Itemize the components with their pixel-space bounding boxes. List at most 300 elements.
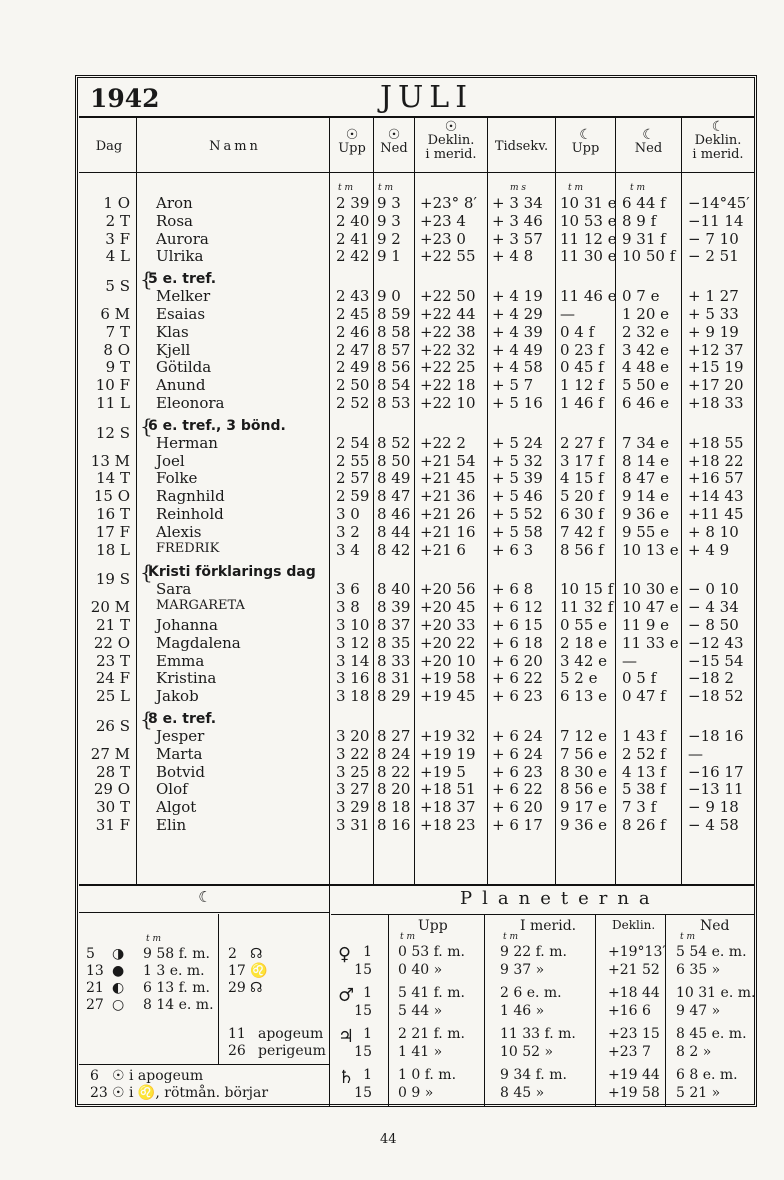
- sun-up-cell: 3 25: [336, 762, 370, 781]
- sun-up-cell: 3 4: [336, 540, 360, 559]
- moon-set-cell: 9 14 e: [622, 487, 670, 506]
- moon-rise-cell: 8 56 f: [560, 540, 604, 559]
- moon-set-cell: 8 9 f: [622, 211, 657, 230]
- col-header-dag: Dag: [95, 139, 123, 154]
- col-sep: [484, 914, 485, 1106]
- divider: [79, 172, 755, 173]
- equation-of-time-cell: + 6 17: [492, 816, 543, 834]
- moon-declination-cell: +15 19: [688, 358, 744, 377]
- sun-event-day: 23: [90, 1085, 108, 1101]
- sun-set-cell: 8 53: [377, 394, 411, 412]
- moon-rise-cell: 11 30 e: [560, 247, 617, 266]
- sun-up-cell: 2 52: [336, 394, 370, 412]
- sun-declination-cell: +23 4: [420, 211, 466, 230]
- moon-set-cell: 2 32 e: [622, 322, 670, 341]
- planet-day: 1: [363, 944, 372, 960]
- sun-set-cell: 8 27: [377, 727, 411, 745]
- sun-declination-cell: +22 38: [420, 322, 476, 341]
- col-header-moon-ned: ☾ Ned: [634, 127, 663, 156]
- day-cell: 9 T: [105, 358, 130, 377]
- moon-rise-cell: 7 42 f: [560, 522, 604, 541]
- equation-of-time-cell: + 4 58: [492, 358, 543, 377]
- sun-declination-cell: +21 6: [420, 540, 466, 559]
- moon-declination-cell: −18 16: [688, 727, 744, 745]
- name-cell: Götilda: [156, 358, 212, 377]
- brace-mark: {: [140, 560, 153, 585]
- divider: [331, 914, 755, 915]
- sun-set-cell: 8 16: [377, 816, 411, 834]
- col-header-moon-decl: ☾ Deklin. i merid.: [692, 119, 744, 162]
- col-sep: [487, 118, 488, 884]
- planet-day: 1: [363, 1067, 372, 1083]
- sun-declination-cell: +20 45: [420, 598, 476, 617]
- sun-declination-cell: +22 50: [420, 287, 476, 306]
- sunday-label: Kristi förklarings dag: [148, 564, 316, 581]
- planet-set: 6 35 »: [676, 961, 721, 978]
- sun-set-cell: 8 39: [377, 598, 411, 617]
- moon-declination-cell: − 8 50: [688, 616, 739, 634]
- sun-declination-cell: +18 23: [420, 816, 476, 834]
- sun-set-cell: 8 29: [377, 687, 411, 706]
- node-icon: ☊: [250, 946, 263, 962]
- moon-declination-cell: −11 14: [688, 211, 744, 230]
- equation-of-time-cell: + 6 23: [492, 762, 543, 781]
- sun-set-cell: 8 22: [377, 762, 411, 781]
- planet-icon: ♀: [338, 944, 352, 965]
- phase-icon: ●: [112, 963, 125, 979]
- moon-set-cell: 10 50 f: [622, 247, 676, 266]
- planet-day: 1: [363, 1026, 372, 1042]
- moon-declination-cell: +11 45: [688, 505, 744, 523]
- col-sep: [136, 118, 137, 884]
- moon-declination-cell: + 4 9: [688, 540, 730, 559]
- moon-declination-cell: −13 11: [688, 780, 744, 799]
- moon-rise-cell: 4 15 f: [560, 469, 604, 488]
- day-cell: 11 L: [96, 394, 130, 412]
- sun-event-text: ☉ i ♌, rötmån. börjar: [112, 1085, 269, 1101]
- name-cell: MARGARETA: [156, 598, 245, 614]
- moon-set-cell: 5 38 f: [622, 780, 666, 799]
- sun-set-cell: 8 40: [377, 580, 411, 599]
- equation-of-time-cell: + 3 46: [492, 211, 543, 230]
- planet-day: 15: [354, 1002, 372, 1019]
- day-cell: 23 T: [96, 651, 130, 670]
- name-cell: Sara: [156, 580, 192, 599]
- phase-time: 1 3 e. m.: [143, 963, 205, 979]
- name-cell: Emma: [156, 651, 205, 670]
- day-cell: 28 T: [96, 762, 130, 781]
- moon-set-cell: 0 5 f: [622, 669, 657, 688]
- phase-day: 21: [86, 980, 104, 996]
- name-cell: Kristina: [156, 669, 217, 688]
- name-cell: Johanna: [156, 616, 218, 634]
- name-cell: Esaias: [156, 305, 206, 323]
- node-day: 2: [228, 946, 237, 962]
- planet-meridian: 8 45 »: [500, 1084, 545, 1101]
- apsis-day: 26: [228, 1043, 246, 1059]
- name-cell: Jesper: [156, 727, 205, 745]
- equation-of-time-cell: + 6 12: [492, 598, 543, 617]
- sun-up-cell: 2 50: [336, 376, 370, 395]
- phase-day: 13: [86, 963, 104, 979]
- planet-icon: ♄: [338, 1067, 355, 1088]
- planet-rise: 2 21 f. m.: [398, 1026, 465, 1042]
- sun-declination-cell: +18 37: [420, 798, 476, 817]
- apsis-label: perigeum: [258, 1043, 326, 1059]
- sun-up-cell: 2 41: [336, 229, 370, 248]
- day-cell: 1 O: [103, 194, 130, 212]
- day-cell: 7 T: [105, 322, 130, 341]
- unit-label: t m: [568, 183, 584, 193]
- moon-rise-cell: 3 17 f: [560, 451, 604, 470]
- sun-set-cell: 8 33: [377, 651, 411, 670]
- equation-of-time-cell: + 4 29: [492, 305, 543, 323]
- moon-declination-cell: +12 37: [688, 340, 744, 359]
- col-sep: [414, 118, 415, 884]
- sun-up-cell: 3 20: [336, 727, 370, 745]
- sun-declination-cell: +22 2: [420, 433, 466, 452]
- moon-set-cell: 8 47 e: [622, 469, 670, 488]
- sun-set-cell: 8 49: [377, 469, 411, 488]
- sun-set-cell: 8 58: [377, 322, 411, 341]
- equation-of-time-cell: + 4 49: [492, 340, 543, 359]
- equation-of-time-cell: + 3 34: [492, 194, 543, 212]
- moon-rise-cell: 5 2 e: [560, 669, 598, 688]
- name-cell: Rosa: [156, 211, 193, 230]
- col-sep: [373, 118, 374, 884]
- moon-rise-cell: 6 13 e: [560, 687, 608, 706]
- day-cell: 31 F: [95, 816, 130, 834]
- moon-set-cell: 0 7 e: [622, 287, 660, 306]
- day-cell: 8 O: [103, 340, 130, 359]
- equation-of-time-cell: + 6 23: [492, 687, 543, 706]
- sun-declination-cell: +23° 8′: [420, 194, 477, 212]
- sunday-label: 8 e. tref.: [148, 711, 217, 727]
- moon-rise-cell: 5 20 f: [560, 487, 604, 506]
- day-cell: 17 F: [95, 522, 130, 541]
- sun-up-cell: 3 27: [336, 780, 370, 799]
- sun-declination-cell: +20 10: [420, 651, 476, 670]
- sun-up-cell: 2 45: [336, 305, 370, 323]
- sun-declination-cell: +22 32: [420, 340, 476, 359]
- name-cell: Botvid: [156, 762, 205, 781]
- day-cell: 16 T: [96, 505, 130, 523]
- equation-of-time-cell: + 5 58: [492, 522, 543, 541]
- sun-set-cell: 9 3: [377, 194, 401, 212]
- moon-rise-cell: 0 55 e: [560, 616, 608, 634]
- divider: [79, 884, 755, 886]
- sun-set-cell: 8 42: [377, 540, 411, 559]
- moon-set-cell: 5 50 e: [622, 376, 670, 395]
- phase-time: 9 58 f. m.: [143, 946, 210, 962]
- equation-of-time-cell: + 5 7: [492, 376, 534, 395]
- planet-meridian: 2 6 e. m.: [500, 985, 562, 1001]
- planet-rise: 0 9 »: [398, 1084, 434, 1101]
- moon-declination-cell: +18 33: [688, 394, 744, 412]
- planet-set: 5 21 »: [676, 1084, 721, 1101]
- sun-declination-cell: +19 19: [420, 744, 476, 763]
- sun-up-cell: 2 55: [336, 451, 370, 470]
- name-cell: Ragnhild: [156, 487, 225, 506]
- col-sep: [218, 914, 219, 1064]
- unit-label: t m: [630, 183, 646, 193]
- moon-declination-cell: + 9 19: [688, 322, 739, 341]
- phase-time: 6 13 f. m.: [143, 980, 210, 996]
- sun-up-cell: 3 31: [336, 816, 370, 834]
- node-day: 17: [228, 963, 246, 979]
- sun-up-cell: 2 54: [336, 433, 370, 452]
- planet-rise: 1 41 »: [398, 1043, 443, 1060]
- sun-set-cell: 8 24: [377, 744, 411, 763]
- planet-rise: 1 0 f. m.: [398, 1067, 457, 1083]
- planet-rise: 0 40 »: [398, 961, 443, 978]
- day-cell: 27 M: [90, 744, 130, 763]
- planet-declination: +16 6: [608, 1002, 651, 1019]
- sun-up-cell: 3 14: [336, 651, 370, 670]
- moon-set-cell: 1 43 f: [622, 727, 666, 745]
- day-cell: 4 L: [105, 247, 130, 266]
- sun-declination-cell: +22 18: [420, 376, 476, 395]
- month-title: JULI: [380, 80, 474, 115]
- sun-declination-cell: +22 10: [420, 394, 476, 412]
- sun-set-cell: 9 0: [377, 287, 401, 306]
- equation-of-time-cell: + 6 22: [492, 780, 543, 799]
- moon-rise-cell: 2 18 e: [560, 633, 608, 652]
- moon-declination-cell: − 9 18: [688, 798, 739, 817]
- sun-declination-cell: +23 0: [420, 229, 466, 248]
- col-sep: [595, 914, 596, 1106]
- sun-declination-cell: +22 44: [420, 305, 476, 323]
- moon-declination-cell: −12 43: [688, 633, 744, 652]
- moon-set-cell: 0 47 f: [622, 687, 666, 706]
- moon-declination-cell: +18 22: [688, 451, 744, 470]
- equation-of-time-cell: + 5 39: [492, 469, 543, 488]
- moon-set-cell: 7 34 e: [622, 433, 670, 452]
- moon-rise-cell: —: [560, 305, 575, 323]
- planet-declination: +21 52: [608, 961, 660, 978]
- apsis-label: apogeum: [258, 1026, 324, 1042]
- day-cell: 3 F: [105, 229, 130, 248]
- moon-rise-cell: 9 36 e: [560, 816, 608, 834]
- name-cell: Klas: [156, 322, 189, 341]
- moon-declination-cell: —: [688, 744, 703, 763]
- day-cell: 20 M: [90, 598, 130, 617]
- moon-rise-cell: 0 45 f: [560, 358, 604, 377]
- moon-declination-cell: +14 43: [688, 487, 744, 506]
- moon-rise-cell: 0 23 f: [560, 340, 604, 359]
- unit-label: t m: [338, 183, 354, 193]
- equation-of-time-cell: + 6 24: [492, 727, 543, 745]
- divider: [79, 912, 329, 913]
- planet-header-merid: I merid.: [520, 918, 577, 934]
- day-cell: 14 T: [96, 469, 130, 488]
- moon-rise-cell: 10 31 e: [560, 194, 617, 212]
- unit-label: t m: [146, 934, 162, 944]
- equation-of-time-cell: + 5 52: [492, 505, 543, 523]
- planet-header-decl: Deklin.: [612, 918, 656, 932]
- sun-up-cell: 3 29: [336, 798, 370, 817]
- planet-set: 8 45 e. m.: [676, 1026, 747, 1042]
- planet-declination: +19°13′: [608, 944, 666, 960]
- moon-declination-cell: +17 20: [688, 376, 744, 395]
- node-day: 29: [228, 980, 246, 996]
- moon-rise-cell: 8 56 e: [560, 780, 608, 799]
- phase-time: 8 14 e. m.: [143, 997, 214, 1013]
- sun-set-cell: 8 57: [377, 340, 411, 359]
- equation-of-time-cell: + 6 22: [492, 669, 543, 688]
- sun-set-cell: 8 31: [377, 669, 411, 688]
- planet-declination: +23 7: [608, 1043, 651, 1060]
- sun-up-cell: 3 6: [336, 580, 360, 599]
- phase-day: 5: [86, 946, 95, 962]
- equation-of-time-cell: + 4 39: [492, 322, 543, 341]
- moon-declination-cell: +16 57: [688, 469, 744, 488]
- sun-set-cell: 9 3: [377, 211, 401, 230]
- sunday-label: 6 e. tref., 3 bönd.: [148, 417, 286, 434]
- name-cell: Jakob: [156, 687, 199, 706]
- phase-day: 27: [86, 997, 104, 1013]
- sun-set-cell: 9 1: [377, 247, 401, 266]
- unit-label: t m: [378, 183, 394, 193]
- moon-declination-cell: + 1 27: [688, 287, 739, 306]
- equation-of-time-cell: + 3 57: [492, 229, 543, 248]
- equation-of-time-cell: + 6 8: [492, 580, 534, 599]
- moon-set-cell: 8 14 e: [622, 451, 670, 470]
- planet-set: 8 2 »: [676, 1043, 712, 1060]
- day-cell: 18 L: [96, 540, 130, 559]
- sun-declination-cell: +22 55: [420, 247, 476, 266]
- planet-rise: 0 53 f. m.: [398, 944, 465, 960]
- planet-declination: +19 44: [608, 1067, 660, 1083]
- brace-mark: {: [140, 707, 153, 731]
- moon-declination-cell: +18 55: [688, 433, 744, 452]
- sun-set-cell: 8 44: [377, 522, 411, 541]
- moon-declination-cell: − 7 10: [688, 229, 739, 248]
- moon-declination-cell: + 8 10: [688, 522, 739, 541]
- moon-declination-cell: − 4 58: [688, 816, 739, 834]
- name-cell: Eleonora: [156, 394, 225, 412]
- node-icon: ☊: [250, 980, 263, 996]
- moon-set-cell: 10 30 e: [622, 580, 679, 599]
- sun-up-cell: 2 57: [336, 469, 370, 488]
- moon-rise-cell: 0 4 f: [560, 322, 595, 341]
- sun-up-cell: 3 0: [336, 505, 360, 523]
- moon-declination-cell: −18 2: [688, 669, 734, 688]
- planet-set: 6 8 e. m.: [676, 1067, 738, 1083]
- moon-set-cell: 10 13 e: [622, 540, 679, 559]
- planet-set: 9 47 »: [676, 1002, 721, 1019]
- name-cell: Olof: [156, 780, 188, 799]
- moon-set-cell: —: [622, 651, 637, 670]
- moon-set-cell: 11 33 e: [622, 633, 679, 652]
- moon-rise-cell: 9 17 e: [560, 798, 608, 817]
- sun-event-text: ☉ i apogeum: [112, 1068, 204, 1084]
- planet-meridian: 9 37 »: [500, 961, 545, 978]
- page-number: 44: [380, 1132, 397, 1147]
- day-cell: 10 F: [95, 376, 130, 395]
- name-cell: Reinhold: [156, 505, 224, 523]
- moon-phase-title: ☾: [198, 888, 212, 906]
- equation-of-time-cell: + 6 20: [492, 798, 543, 817]
- planet-icon: ♂: [338, 985, 355, 1006]
- sun-set-cell: 8 56: [377, 358, 411, 377]
- sun-declination-cell: +21 45: [420, 469, 476, 488]
- moon-rise-cell: 2 27 f: [560, 433, 604, 452]
- sun-up-cell: 3 8: [336, 598, 360, 617]
- moon-declination-cell: − 4 34: [688, 598, 739, 617]
- planet-meridian: 9 34 f. m.: [500, 1067, 567, 1083]
- day-cell: 12 S: [95, 423, 130, 442]
- name-cell: Ulrika: [156, 247, 204, 266]
- planet-declination: +23 15: [608, 1026, 660, 1042]
- name-cell: Melker: [156, 287, 211, 306]
- planet-rise: 5 41 f. m.: [398, 985, 465, 1001]
- col-sep: [681, 118, 682, 884]
- planets-title: Planeterna: [460, 888, 660, 909]
- sunday-label: 5 e. tref.: [148, 271, 217, 288]
- planet-header-ned: Ned: [700, 918, 730, 934]
- name-cell: Algot: [156, 798, 197, 817]
- planet-rise: 5 44 »: [398, 1002, 443, 1019]
- sun-up-cell: 3 12: [336, 633, 370, 652]
- col-header-tidsekv: Tidsekv.: [494, 139, 549, 154]
- sun-declination-cell: +19 5: [420, 762, 466, 781]
- moon-set-cell: 7 3 f: [622, 798, 657, 817]
- moon-declination-cell: − 0 10: [688, 580, 739, 599]
- unit-label: t m: [400, 932, 416, 942]
- unit-label: t m: [680, 932, 696, 942]
- moon-declination-cell: −14°45′: [688, 194, 750, 212]
- sun-set-cell: 9 2: [377, 229, 401, 248]
- equation-of-time-cell: + 4 8: [492, 247, 534, 266]
- moon-declination-cell: −16 17: [688, 762, 744, 781]
- equation-of-time-cell: + 5 46: [492, 487, 543, 506]
- day-cell: 24 F: [95, 669, 130, 688]
- name-cell: Aurora: [156, 229, 209, 248]
- sun-set-cell: 8 20: [377, 780, 411, 799]
- phase-icon: ◐: [112, 980, 125, 996]
- name-cell: Anund: [156, 376, 206, 395]
- day-cell: 25 L: [96, 687, 130, 706]
- unit-label: t m: [503, 932, 519, 942]
- sun-up-cell: 2 46: [336, 322, 370, 341]
- planet-set: 5 54 e. m.: [676, 944, 747, 960]
- name-cell: Herman: [156, 433, 218, 452]
- divider: [79, 1064, 329, 1065]
- sun-declination-cell: +21 36: [420, 487, 476, 506]
- sun-up-cell: 2 39: [336, 194, 370, 212]
- sun-declination-cell: +18 51: [420, 780, 476, 799]
- planet-day: 15: [354, 1084, 372, 1101]
- equation-of-time-cell: + 5 16: [492, 394, 543, 412]
- col-header-moon-up: ☾ Upp: [571, 127, 600, 156]
- sun-up-cell: 2 43: [336, 287, 370, 306]
- sun-set-cell: 8 35: [377, 633, 411, 652]
- name-cell: Kjell: [156, 340, 191, 359]
- day-cell: 26 S: [95, 717, 130, 735]
- moon-rise-cell: 6 30 f: [560, 505, 604, 523]
- name-cell: Elin: [156, 816, 187, 834]
- moon-rise-cell: 3 42 e: [560, 651, 608, 670]
- planet-meridian: 11 33 f. m.: [500, 1026, 576, 1042]
- day-cell: 30 T: [96, 798, 130, 817]
- moon-declination-cell: −15 54: [688, 651, 744, 670]
- sun-declination-cell: +19 32: [420, 727, 476, 745]
- sun-set-cell: 8 47: [377, 487, 411, 506]
- sun-declination-cell: +20 56: [420, 580, 476, 599]
- day-cell: 22 O: [93, 633, 130, 652]
- moon-rise-cell: 10 53 e: [560, 211, 617, 230]
